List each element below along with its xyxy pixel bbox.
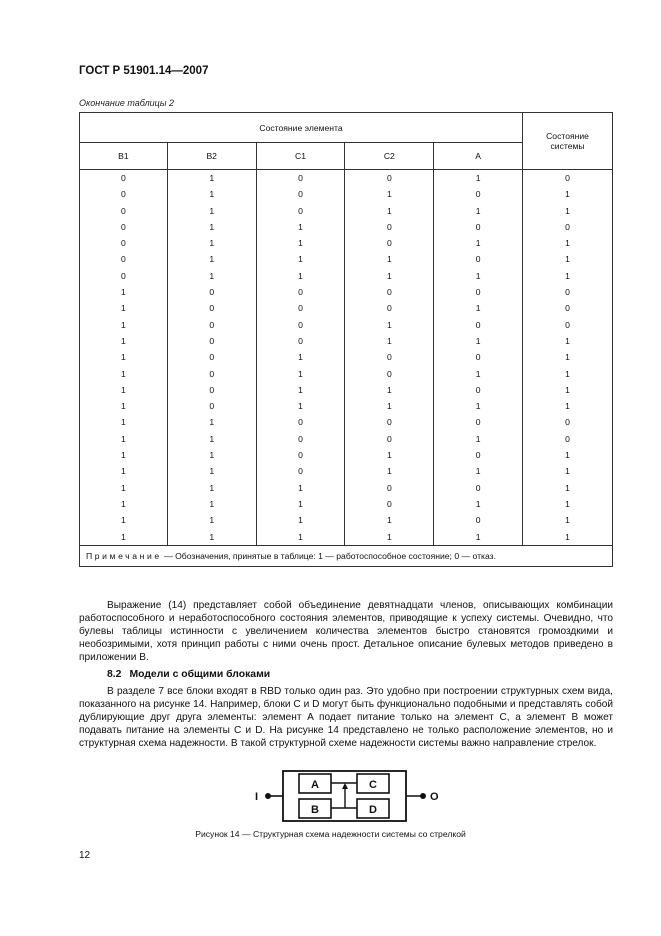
system-state-cell: 1 — [523, 203, 613, 219]
system-state-cell: 1 — [523, 186, 613, 202]
element-state-cell: 1 — [345, 463, 434, 479]
element-state-header: Состояние элемента — [80, 113, 523, 143]
element-state-cell: 1 — [434, 203, 523, 219]
rbd-figure — [253, 768, 443, 824]
element-state-cell: 1 — [256, 235, 345, 251]
element-state-cell: 1 — [256, 366, 345, 382]
column-header: B2 — [167, 143, 256, 170]
element-state-cell: 1 — [434, 463, 523, 479]
paragraph-2 — [79, 686, 613, 751]
element-state-cell: 0 — [80, 251, 168, 267]
element-state-cell: 1 — [167, 186, 256, 202]
element-state-cell: 1 — [80, 480, 168, 496]
element-state-cell: 0 — [256, 414, 345, 430]
element-state-cell: 0 — [167, 284, 256, 300]
table-caption: Окончание таблицы 2 — [79, 98, 174, 108]
block-b-label: B — [311, 804, 319, 816]
element-state-cell: 1 — [167, 480, 256, 496]
element-state-cell: 0 — [434, 512, 523, 528]
table-row — [80, 382, 613, 398]
system-state-cell: 0 — [523, 414, 613, 430]
element-state-cell: 0 — [167, 333, 256, 349]
system-state-cell: 1 — [523, 235, 613, 251]
element-state-cell: 0 — [345, 496, 434, 512]
element-state-cell: 1 — [434, 496, 523, 512]
element-state-cell: 1 — [256, 398, 345, 414]
element-state-cell: 1 — [167, 203, 256, 219]
note-text: — Обозначения, принятые в таблице: 1 — работоспособное состояние; 0 — отказ. — [161, 550, 496, 561]
system-state-cell: 0 — [523, 170, 613, 187]
section-number: 8.2 — [107, 669, 122, 680]
system-state-cell: 1 — [523, 251, 613, 267]
system-state-cell: 0 — [523, 284, 613, 300]
element-state-cell: 1 — [80, 333, 168, 349]
system-state-cell: 1 — [523, 366, 613, 382]
table-row — [80, 512, 613, 528]
element-state-cell: 1 — [167, 268, 256, 284]
block-a-label: A — [311, 779, 319, 791]
element-state-cell: 0 — [256, 317, 345, 333]
element-state-cell: 1 — [256, 529, 345, 546]
paragraph-1 — [79, 600, 613, 665]
arrow-head — [342, 783, 348, 789]
element-state-cell: 0 — [167, 382, 256, 398]
table-note — [80, 545, 613, 566]
element-state-cell: 1 — [345, 251, 434, 267]
element-state-cell: 0 — [434, 251, 523, 267]
element-state-cell: 0 — [256, 170, 345, 187]
element-state-cell: 1 — [167, 414, 256, 430]
element-state-cell: 1 — [256, 251, 345, 267]
table-row — [80, 480, 613, 496]
table-row — [80, 268, 613, 284]
section-heading — [107, 669, 270, 680]
system-state-header: Состояние системы — [523, 113, 613, 170]
system-state-cell: 0 — [523, 219, 613, 235]
element-state-cell: 0 — [167, 366, 256, 382]
element-state-cell: 0 — [434, 382, 523, 398]
element-state-cell: 0 — [80, 268, 168, 284]
element-state-cell: 1 — [80, 382, 168, 398]
element-state-cell: 1 — [345, 447, 434, 463]
element-state-cell: 1 — [80, 317, 168, 333]
element-state-cell: 0 — [345, 300, 434, 316]
element-state-cell: 0 — [345, 414, 434, 430]
output-node — [420, 793, 426, 799]
element-state-cell: 0 — [434, 349, 523, 365]
table-row — [80, 235, 613, 251]
column-header: B1 — [80, 143, 168, 170]
element-state-cell: 0 — [80, 170, 168, 187]
element-state-cell: 1 — [80, 300, 168, 316]
element-state-cell: 1 — [434, 170, 523, 187]
element-state-cell: 0 — [256, 300, 345, 316]
element-state-cell: 1 — [80, 366, 168, 382]
element-state-cell: 1 — [80, 496, 168, 512]
paragraph-2-text: В разделе 7 все блоки входят в RBD только один раз. Это удобно при построении структурных схем вида, показанного на рисунке 14. Например, блоки C и D могут быть функционально подобными и представлять собой дублирующие друг друга элементы: элемент A подает питание только на элемент C, а элемент B может подавать питание на элементы C и D. На рисунке 14 представлено не только расположение элементов, но и структурная схема надежности. В такой структурной схеме надежности системы важно направление стрелок. — [79, 686, 613, 749]
element-state-cell: 0 — [345, 431, 434, 447]
element-state-cell: 0 — [167, 398, 256, 414]
table-row — [80, 219, 613, 235]
element-state-cell: 0 — [256, 284, 345, 300]
table-row — [80, 447, 613, 463]
element-state-cell: 0 — [167, 349, 256, 365]
system-state-cell: 1 — [523, 349, 613, 365]
element-state-cell: 0 — [345, 284, 434, 300]
table-row — [80, 170, 613, 187]
element-state-cell: 1 — [80, 529, 168, 546]
system-state-cell: 1 — [523, 333, 613, 349]
element-state-cell: 0 — [345, 235, 434, 251]
element-state-cell: 1 — [256, 349, 345, 365]
element-state-cell: 1 — [80, 284, 168, 300]
table-row — [80, 203, 613, 219]
table-row — [80, 186, 613, 202]
element-state-cell: 1 — [345, 317, 434, 333]
element-state-cell: 1 — [256, 268, 345, 284]
element-state-cell: 1 — [434, 529, 523, 546]
element-state-cell: 0 — [256, 333, 345, 349]
element-state-cell: 0 — [80, 235, 168, 251]
element-state-cell: 1 — [345, 529, 434, 546]
section-title: Модели с общими блоками — [129, 669, 271, 680]
table-row — [80, 398, 613, 414]
element-state-cell: 1 — [167, 219, 256, 235]
element-state-cell: 0 — [345, 170, 434, 187]
system-state-cell: 1 — [523, 447, 613, 463]
element-state-cell: 1 — [434, 300, 523, 316]
table-row — [80, 414, 613, 430]
table-row — [80, 496, 613, 512]
element-state-cell: 1 — [167, 529, 256, 546]
element-state-cell: 1 — [167, 512, 256, 528]
table-row — [80, 300, 613, 316]
table-row — [80, 366, 613, 382]
element-state-cell: 1 — [80, 431, 168, 447]
note-label: Примечание — [86, 550, 162, 561]
block-d-label: D — [369, 804, 377, 816]
system-state-cell: 1 — [523, 512, 613, 528]
element-state-cell: 1 — [256, 382, 345, 398]
element-state-cell: 0 — [434, 284, 523, 300]
element-state-cell: 0 — [345, 480, 434, 496]
system-state-cell: 1 — [523, 496, 613, 512]
element-state-cell: 0 — [256, 447, 345, 463]
element-state-cell: 1 — [345, 186, 434, 202]
element-state-cell: 0 — [434, 186, 523, 202]
system-state-cell: 0 — [523, 317, 613, 333]
page-number: 12 — [79, 850, 91, 861]
element-state-cell: 1 — [434, 366, 523, 382]
column-header: A — [434, 143, 523, 170]
element-state-cell: 0 — [434, 219, 523, 235]
element-state-cell: 0 — [256, 203, 345, 219]
system-state-cell: 1 — [523, 382, 613, 398]
element-state-cell: 0 — [80, 219, 168, 235]
element-state-cell: 1 — [345, 512, 434, 528]
input-label: I — [255, 791, 259, 803]
element-state-cell: 1 — [345, 382, 434, 398]
element-state-cell: 1 — [167, 235, 256, 251]
element-state-cell: 0 — [434, 447, 523, 463]
element-state-cell: 1 — [256, 219, 345, 235]
column-header: C2 — [345, 143, 434, 170]
output-label: O — [430, 791, 439, 803]
column-header: C1 — [256, 143, 345, 170]
element-state-cell: 1 — [434, 333, 523, 349]
table-row — [80, 251, 613, 267]
system-state-cell: 1 — [523, 480, 613, 496]
element-state-cell: 1 — [345, 203, 434, 219]
element-state-cell: 0 — [434, 414, 523, 430]
element-state-cell: 1 — [256, 480, 345, 496]
element-state-cell: 0 — [256, 431, 345, 447]
element-state-cell: 0 — [345, 219, 434, 235]
element-state-cell: 0 — [434, 317, 523, 333]
element-state-cell: 1 — [256, 496, 345, 512]
table-row — [80, 431, 613, 447]
system-state-cell: 1 — [523, 268, 613, 284]
system-state-cell: 0 — [523, 300, 613, 316]
element-state-cell: 1 — [167, 496, 256, 512]
block-c-label: C — [369, 779, 377, 791]
table-row — [80, 333, 613, 349]
element-state-cell: 1 — [167, 431, 256, 447]
element-state-cell: 1 — [345, 398, 434, 414]
element-state-cell: 0 — [345, 366, 434, 382]
system-state-cell: 1 — [523, 463, 613, 479]
paragraph-1-text: Выражение (14) представляет собой объединение девятнадцати членов, описывающих комбинации работоспособного и неработоспособного состояния элементов, приводящие к успеху системы. Очевидно, что булевы таблицы истинности с увеличением количества элементов быстро становятся громоздкими и необозримыми, хотя принцип работы с ними очень прост. Детальное описание булевых методов приведено в приложении В. — [79, 600, 613, 663]
element-state-cell: 1 — [434, 235, 523, 251]
element-state-cell: 0 — [434, 480, 523, 496]
figure-caption: Рисунок 14 — Структурная схема надежности системы со стрелкой — [195, 829, 466, 839]
element-state-cell: 1 — [345, 268, 434, 284]
element-state-cell: 0 — [80, 186, 168, 202]
element-state-cell: 1 — [345, 333, 434, 349]
element-state-cell: 1 — [434, 398, 523, 414]
table-row — [80, 463, 613, 479]
element-state-cell: 1 — [434, 431, 523, 447]
truth-table — [79, 112, 613, 567]
table-row — [80, 529, 613, 546]
element-state-cell: 1 — [434, 268, 523, 284]
element-state-cell: 0 — [167, 317, 256, 333]
element-state-cell: 1 — [80, 349, 168, 365]
element-state-cell: 1 — [167, 170, 256, 187]
element-state-cell: 1 — [80, 447, 168, 463]
element-state-cell: 0 — [256, 186, 345, 202]
element-state-cell: 1 — [167, 251, 256, 267]
element-state-cell: 1 — [80, 463, 168, 479]
element-state-cell: 0 — [345, 349, 434, 365]
table-row — [80, 284, 613, 300]
element-state-cell: 0 — [80, 203, 168, 219]
table-row — [80, 317, 613, 333]
element-state-cell: 1 — [80, 414, 168, 430]
element-state-cell: 0 — [256, 463, 345, 479]
element-state-cell: 1 — [80, 398, 168, 414]
system-state-cell: 1 — [523, 398, 613, 414]
element-state-cell: 1 — [167, 447, 256, 463]
element-state-cell: 1 — [256, 512, 345, 528]
element-state-cell: 1 — [167, 463, 256, 479]
system-state-cell: 1 — [523, 529, 613, 546]
page-header: ГОСТ Р 51901.14—2007 — [79, 65, 209, 77]
table-row — [80, 349, 613, 365]
element-state-cell: 1 — [80, 512, 168, 528]
element-state-cell: 0 — [167, 300, 256, 316]
system-state-cell: 0 — [523, 431, 613, 447]
